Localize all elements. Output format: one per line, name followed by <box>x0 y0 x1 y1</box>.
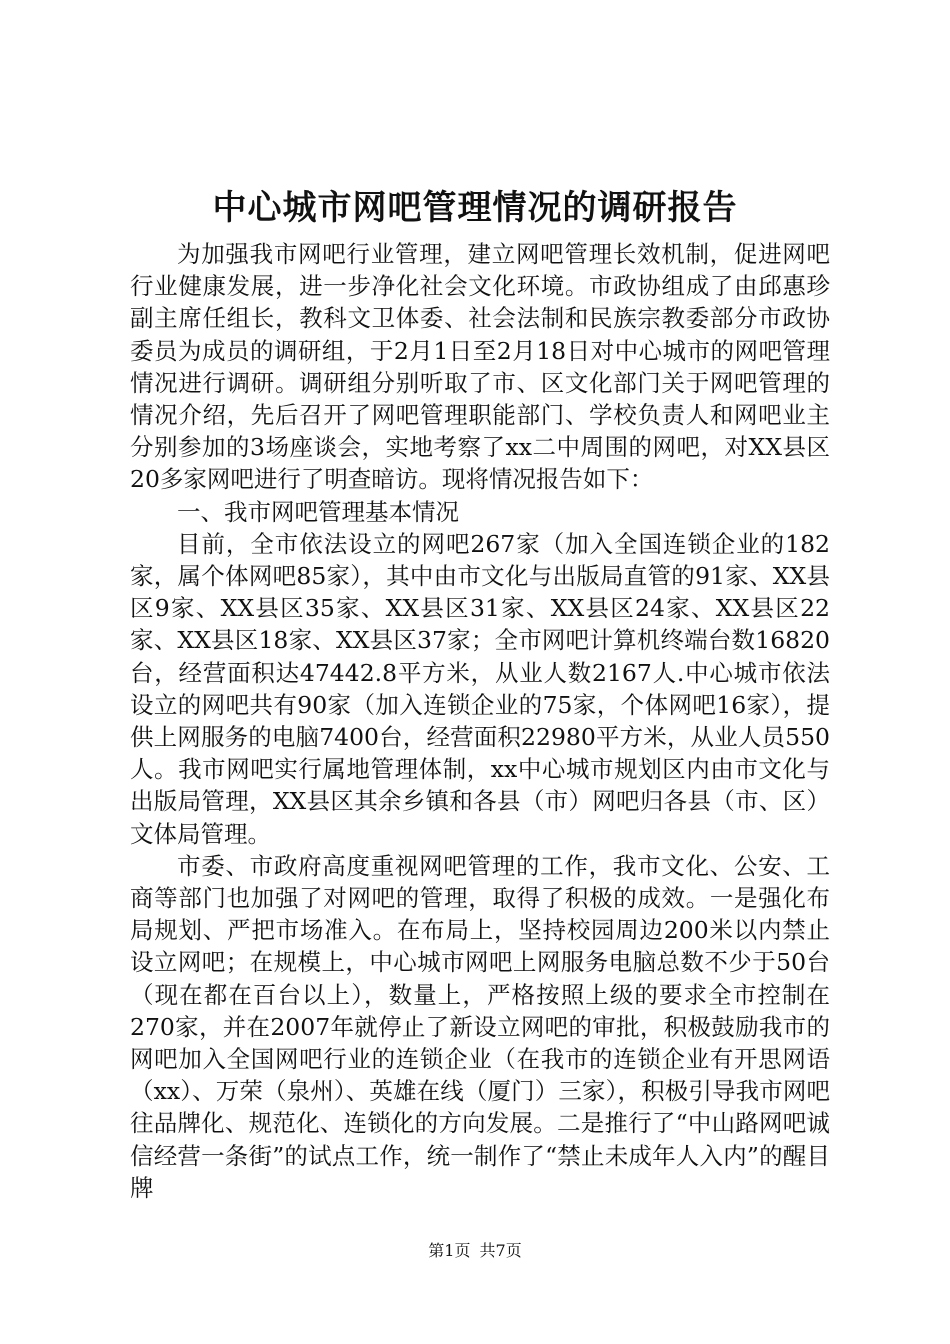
page-count: 共7页 <box>479 1241 522 1260</box>
paragraph-measures: 市委、市政府高度重视网吧管理的工作，我市文化、公安、工商等部门也加强了对网吧的管理，取得了积极的成效。一是强化布局规划、严把市场准入。在布局上，坚持校园周边200米以内禁止设立网吧；在规模上，中心城市网吧上网服务电脑总数不少于50台（现在都在百台以上），数量上，严格按照上级的要求全市控制在270家，并在2007年就停止了新设立网吧的审批，积极鼓励我市的网吧加入全国网吧行业的连锁企业（在我市的连锁企业有开思网语（xx）、万荣（泉州）、英雄在线（厦门）三家），积极引导我市网吧往品牌化、规范化、连锁化的方向发展。二是推行了“中山路网吧诚信经营一条街”的试点工作，统一制作了“禁止未成年人入内”的醒目牌 <box>130 851 830 1202</box>
document-title: 中心城市网吧管理情况的调研报告 <box>212 188 738 228</box>
page-number: 第1页 <box>428 1241 471 1260</box>
section-heading: 一、我市网吧管理基本情况 <box>177 497 459 526</box>
page-footer <box>0 1240 950 1262</box>
paragraph-statistics: 目前，全市依法设立的网吧267家（加入全国连锁企业的182家，属个体网吧85家），其中由市文化与出版局直管的91家、XX县区9家、XX县区35家、XX县区31家、XX县区24家、XX县区22家、XX县区18家、XX县区37家；全市网吧计算机终端台数16820台，经营面积达47442.8平方米，从业人数2167人.中心城市依法设立的网吧共有90家（加入连锁企业的75家，个体网吧16家），提供上网服务的电脑7400台，经营面积22980平方米，从业人员550人。我市网吧实行属地管理体制，xx中心城市规划区内由市文化与出版局管理，XX县区其余乡镇和各县（市）网吧归各县（市、区）文体局管理。 <box>130 529 830 848</box>
document-body <box>130 238 830 1204</box>
paragraph-intro: 为加强我市网吧行业管理，建立网吧管理长效机制，促进网吧行业健康发展，进一步净化社会文化环境。市政协组成了由邱惠珍副主席任组长，教科文卫体委、社会法制和民族宗教委部分市政协委员为成员的调研组，于2月1日至2月18日对中心城市的网吧管理情况进行调研。调研组分别听取了市、区文化部门关于网吧管理的情况介绍，先后召开了网吧管理职能部门、学校负责人和网吧业主分别参加的3场座谈会，实地考察了xx二中周围的网吧，对XX县区20多家网吧进行了明查暗访。现将情况报告如下： <box>130 240 830 494</box>
